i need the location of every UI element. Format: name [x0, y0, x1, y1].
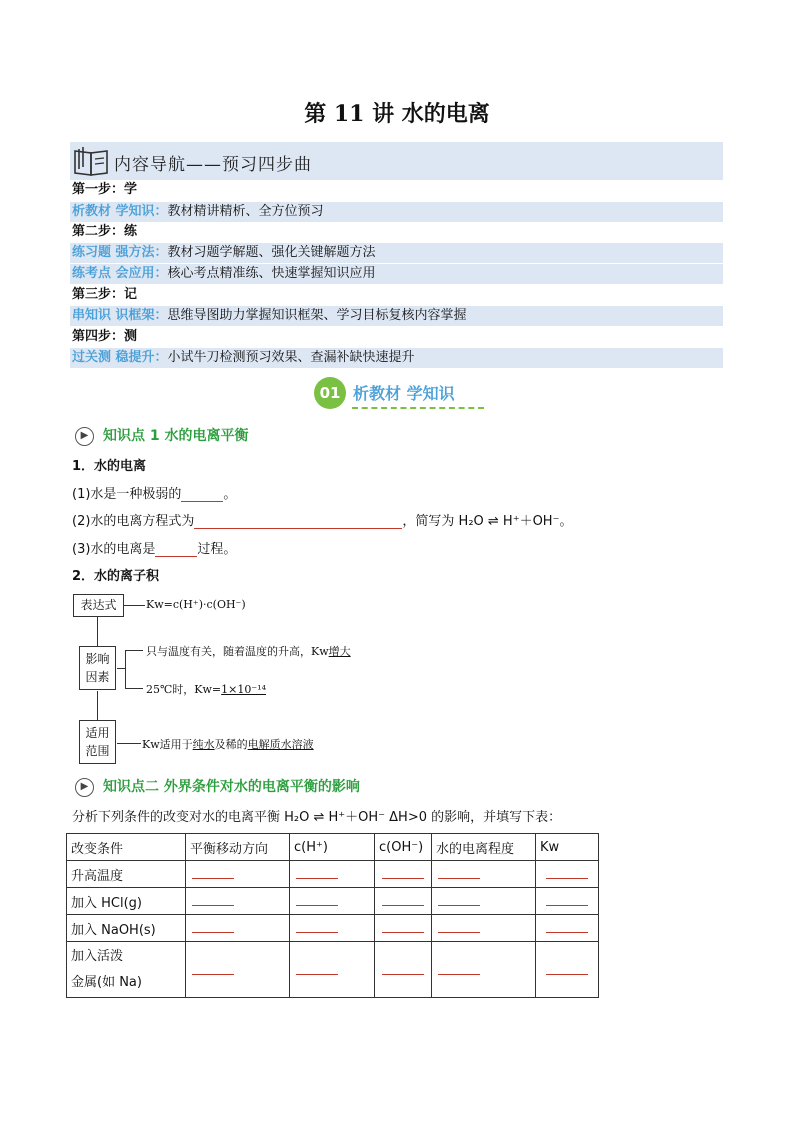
- connector: [125, 650, 143, 651]
- nav-row-practice: 练习题 强方法：教材习题学解题、强化关键解题方法: [70, 243, 723, 263]
- section-label: 析教材 学知识: [353, 384, 455, 403]
- condition-cell: 加入 HCl(g): [67, 888, 186, 915]
- question-line-3: (3)水的电离是 过程。: [72, 542, 237, 557]
- table-header: c(OH⁻): [375, 834, 432, 861]
- answer-cell[interactable]: [290, 942, 375, 998]
- condition-cell: 加入 NaOH(s): [67, 915, 186, 942]
- knowledge-point-2-heading: ▶ 知识点二 外界条件对水的电离平衡的影响: [75, 776, 360, 797]
- box-expression: 表达式: [73, 594, 124, 617]
- question-line-2: (2)水的电离方程式为 ，简写为 H₂O ⇌ H⁺＋OH⁻。: [72, 514, 573, 529]
- table-row: [67, 915, 599, 942]
- answer-cell[interactable]: [375, 861, 432, 888]
- condition-cell: 加入活泼 金属(如 Na): [67, 942, 186, 998]
- table-row: [67, 942, 599, 998]
- answer-cell[interactable]: [536, 915, 599, 942]
- box-factors: 影响 因素: [79, 646, 116, 690]
- answer-blank[interactable]: [155, 556, 197, 557]
- table-header: 改变条件: [67, 834, 186, 861]
- answer-blank[interactable]: [194, 528, 402, 529]
- answer-cell[interactable]: [432, 861, 536, 888]
- book-icon: [73, 145, 111, 177]
- table-header: 平衡移动方向: [186, 834, 290, 861]
- answer-cell[interactable]: [290, 861, 375, 888]
- answer-cell[interactable]: [432, 942, 536, 998]
- answer-cell[interactable]: [186, 888, 290, 915]
- nav-step-4: 第四步：测: [72, 329, 138, 344]
- answer-blank[interactable]: [181, 501, 223, 502]
- subheading-ion-product: 2．水的离子积: [72, 569, 160, 584]
- connector: [123, 605, 145, 606]
- scope-text: Kw适用于纯水及稀的电解质水溶液: [142, 738, 314, 751]
- section-underline: [352, 407, 484, 409]
- nav-header: [70, 142, 723, 180]
- section-number: 01: [314, 377, 346, 409]
- table-row: [67, 861, 599, 888]
- page-title: 第 11 讲 水的电离: [304, 101, 490, 127]
- answer-cell[interactable]: [290, 915, 375, 942]
- box-scope: 适用 范围: [79, 720, 116, 764]
- answer-cell[interactable]: [432, 888, 536, 915]
- nav-row-framework: 串知识 识框架：思维导图助力掌握知识框架、学习目标复核内容掌握: [70, 306, 723, 326]
- question-line-1: (1)水是一种极弱的 。: [72, 487, 237, 502]
- subheading-water-ionization: 1．水的电离: [72, 459, 147, 474]
- kp2-intro: 分析下列条件的改变对水的电离平衡 H₂O ⇌ H⁺＋OH⁻ ΔH>0 的影响，并填写下表：: [72, 810, 562, 825]
- connector: [125, 688, 143, 689]
- nav-row-apply: 练考点 会应用：核心考点精准练、快速掌握知识应用: [70, 264, 723, 284]
- factor-25c-text: 25℃时，Kw=1×10⁻¹⁴: [146, 683, 266, 696]
- table-header: 水的电离程度: [432, 834, 536, 861]
- answer-cell[interactable]: [536, 942, 599, 998]
- answer-cell[interactable]: [290, 888, 375, 915]
- answer-cell[interactable]: [186, 915, 290, 942]
- answer-cell[interactable]: [536, 888, 599, 915]
- table-header: c(H⁺): [290, 834, 375, 861]
- nav-step-1: 第一步：学: [72, 182, 138, 197]
- knowledge-point-1-heading: ▶ 知识点 1 水的电离平衡: [75, 425, 249, 446]
- connector: [117, 668, 125, 669]
- connector: [117, 743, 141, 744]
- table-row: [67, 888, 599, 915]
- answer-cell[interactable]: [536, 861, 599, 888]
- nav-row-study: 析教材 学知识：教材精讲精析、全方位预习: [70, 202, 723, 222]
- answer-cell[interactable]: [375, 942, 432, 998]
- table-header-row: [67, 834, 599, 861]
- connector: [97, 691, 98, 720]
- nav-step-3: 第三步：记: [72, 287, 138, 302]
- answer-cell[interactable]: [375, 888, 432, 915]
- conditions-table: [66, 833, 599, 998]
- answer-cell[interactable]: [375, 915, 432, 942]
- content-navigation: [70, 142, 723, 368]
- nav-step-2: 第二步：练: [72, 224, 138, 239]
- factor-temperature-text: 只与温度有关，随着温度的升高，Kw增大: [146, 645, 351, 658]
- connector: [97, 616, 98, 646]
- answer-cell[interactable]: [186, 861, 290, 888]
- expression-text: Kw=c(H⁺)·c(OH⁻): [146, 598, 246, 611]
- answer-cell[interactable]: [186, 942, 290, 998]
- answer-cell[interactable]: [432, 915, 536, 942]
- condition-cell: 升高温度: [67, 861, 186, 888]
- nav-title: 内容导航——预习四步曲: [114, 155, 312, 175]
- arrow-circle-icon: ▶: [75, 778, 94, 797]
- table-header: Kw: [536, 834, 599, 861]
- nav-row-test: 过关测 稳提升：小试牛刀检测预习效果、查漏补缺快速提升: [70, 348, 723, 368]
- connector: [125, 650, 126, 688]
- arrow-circle-icon: ▶: [75, 427, 94, 446]
